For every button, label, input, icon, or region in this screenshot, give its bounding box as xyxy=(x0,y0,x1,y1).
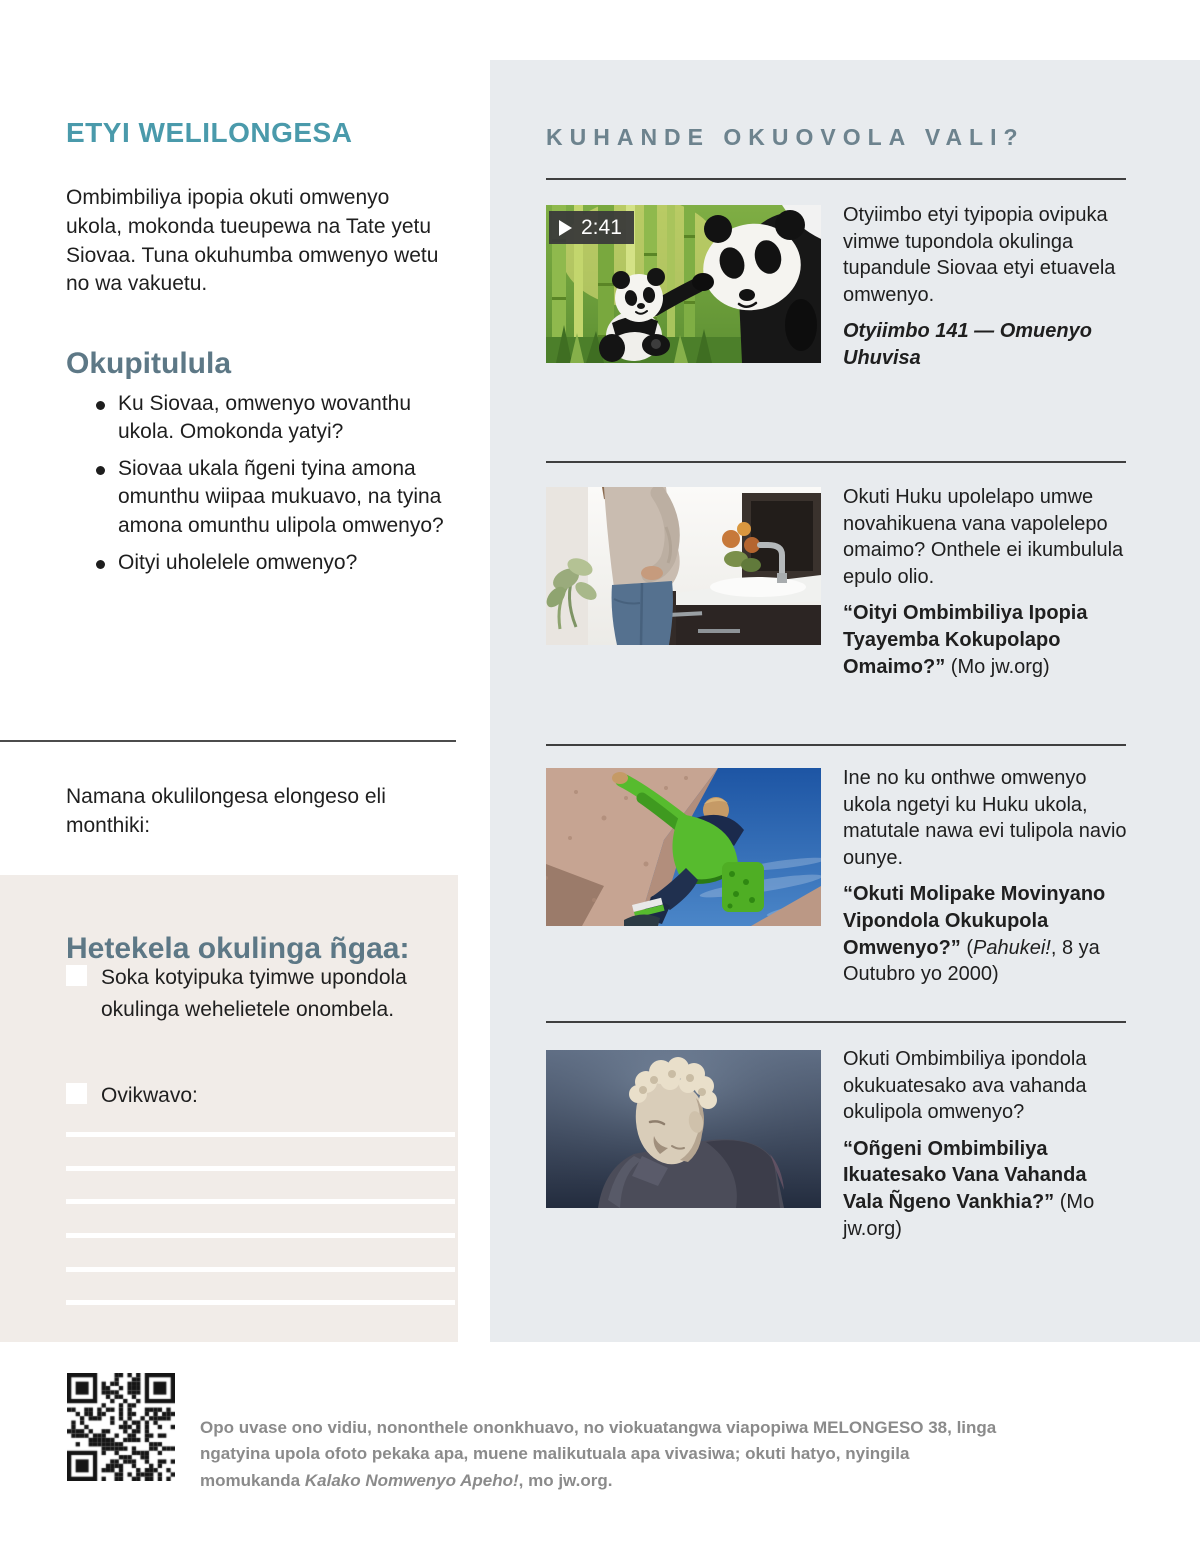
writing-line xyxy=(66,1300,455,1305)
section-text xyxy=(843,1046,1129,1252)
qr-code xyxy=(67,1373,175,1481)
writing-line xyxy=(66,1199,455,1204)
citation-source: (Mo jw.org) xyxy=(843,1190,1095,1240)
writing-line xyxy=(66,1267,455,1272)
section-citation: “Oñgeni Ombimbiliya Ikuatesako Vana Vahanda Vala Ñgeno Vankhia?” xyxy=(843,1137,1087,1213)
review-question: Oityi uholelele omwenyo? xyxy=(66,549,458,577)
citation-publication: Pahukei! xyxy=(973,936,1051,959)
divider xyxy=(546,461,1126,463)
note-label: Namana okulilongesa elongeso eli monthiki: xyxy=(66,785,386,837)
review-question: Ku Siovaa, omwenyo wovanthu ukola. Omokonda yatyi? xyxy=(66,390,458,446)
review-heading: Okupitulula xyxy=(66,346,231,380)
section-citation: “Oityi Ombimbiliya Ipopia Tyayemba Kokupolapo Omaimo?” xyxy=(843,602,1088,678)
section-citation: “Okuti Molipake Movinyano Vipondola Okukupola Omwenyo?” xyxy=(843,883,1106,959)
panda-video-thumbnail[interactable] xyxy=(546,205,821,363)
kitchen-photo-illustration xyxy=(546,487,821,645)
statue-man-illustration xyxy=(546,1050,821,1208)
goal-box-heading: Hetekela okulinga ñgaa: xyxy=(66,932,410,965)
divider xyxy=(546,178,1126,180)
section-body: Otyiimbo etyi tyipopia ovipuka vimwe tupondola okulinga tupandule Siovaa etyi etuavela omwenyo. xyxy=(843,204,1116,306)
play-icon xyxy=(559,220,572,236)
section-text xyxy=(843,202,1129,382)
writing-line xyxy=(66,1166,455,1171)
section-body: Ine no ku onthwe omwenyo ukola ngetyi ku Huku ukola, matutale nawa evi tulipola navio ounye. xyxy=(843,767,1127,869)
goal-item-label: Soka kotyipuka tyimwe upondola okulinga wehelietele onombela. xyxy=(101,966,407,1021)
rock-climber-photo xyxy=(546,768,821,926)
checkbox[interactable] xyxy=(66,965,87,986)
goal-item-label: Ovikwavo: xyxy=(101,1084,198,1107)
citation-date: , 8 ya Outubro yo 2000) xyxy=(843,936,1100,986)
divider xyxy=(0,740,456,742)
footer-publication-title: Kalako Nomwenyo Apeho! xyxy=(304,1470,519,1490)
page-title: ETYI WELILONGESA xyxy=(66,116,353,148)
review-question: Siovaa ukala ñgeni tyina amona omunthu wiipaa mukuavo, na tyina amona omunthu ulipola omwenyo? xyxy=(66,455,458,539)
review-question-list xyxy=(66,390,458,586)
panel-heading: KUHANDE OKUOVOLA VALI? xyxy=(546,124,1025,151)
goal-item xyxy=(66,962,416,1025)
citation-source: (Mo jw.org) xyxy=(945,655,1050,678)
goal-item xyxy=(66,1080,416,1112)
section-text xyxy=(843,765,1129,998)
checkbox[interactable] xyxy=(66,1083,87,1104)
footer-text: Opo uvase ono vidiu, nononthele ononkhuavo, no viokuatangwa viapopiwa MELONGESO 38, linga ngatyina upola ofoto pekaka apa, muene malikutuala apa vivasiwa; okuti hatyo, nyingila momukanda xyxy=(200,1418,997,1490)
divider xyxy=(546,744,1126,746)
citation-source: ( xyxy=(960,936,974,959)
writing-line xyxy=(66,1233,455,1238)
pregnant-woman-kitchen-photo xyxy=(546,487,821,645)
video-duration: 2:41 xyxy=(581,215,622,239)
climber-photo-illustration xyxy=(546,768,821,926)
section-body: Okuti Ombimbiliya ipondola okukuatesako ava vahanda okulipola omwenyo? xyxy=(843,1048,1087,1124)
footer-text: , mo jw.org. xyxy=(518,1470,613,1490)
video-duration-badge xyxy=(549,211,634,244)
intro-paragraph: Ombimbiliya ipopia okuti omwenyo ukola, mokonda tueupewa na Tate yetu Siovaa. Tuna okuhumba omwenyo wetu no wa vakuetu. xyxy=(66,186,439,296)
divider xyxy=(546,1021,1126,1023)
section-text xyxy=(843,484,1129,690)
footer-instructions xyxy=(200,1415,1000,1494)
section-citation: Otyiimbo 141 — Omuenyo Uhuvisa xyxy=(843,320,1092,369)
section-body: Okuti Huku upolelapo umwe novahikuena vana vapolelepo omaimo? Onthele ei ikumbulula epulo olio. xyxy=(843,486,1124,588)
writing-line xyxy=(66,1132,455,1137)
man-statue-illustration xyxy=(546,1050,821,1208)
